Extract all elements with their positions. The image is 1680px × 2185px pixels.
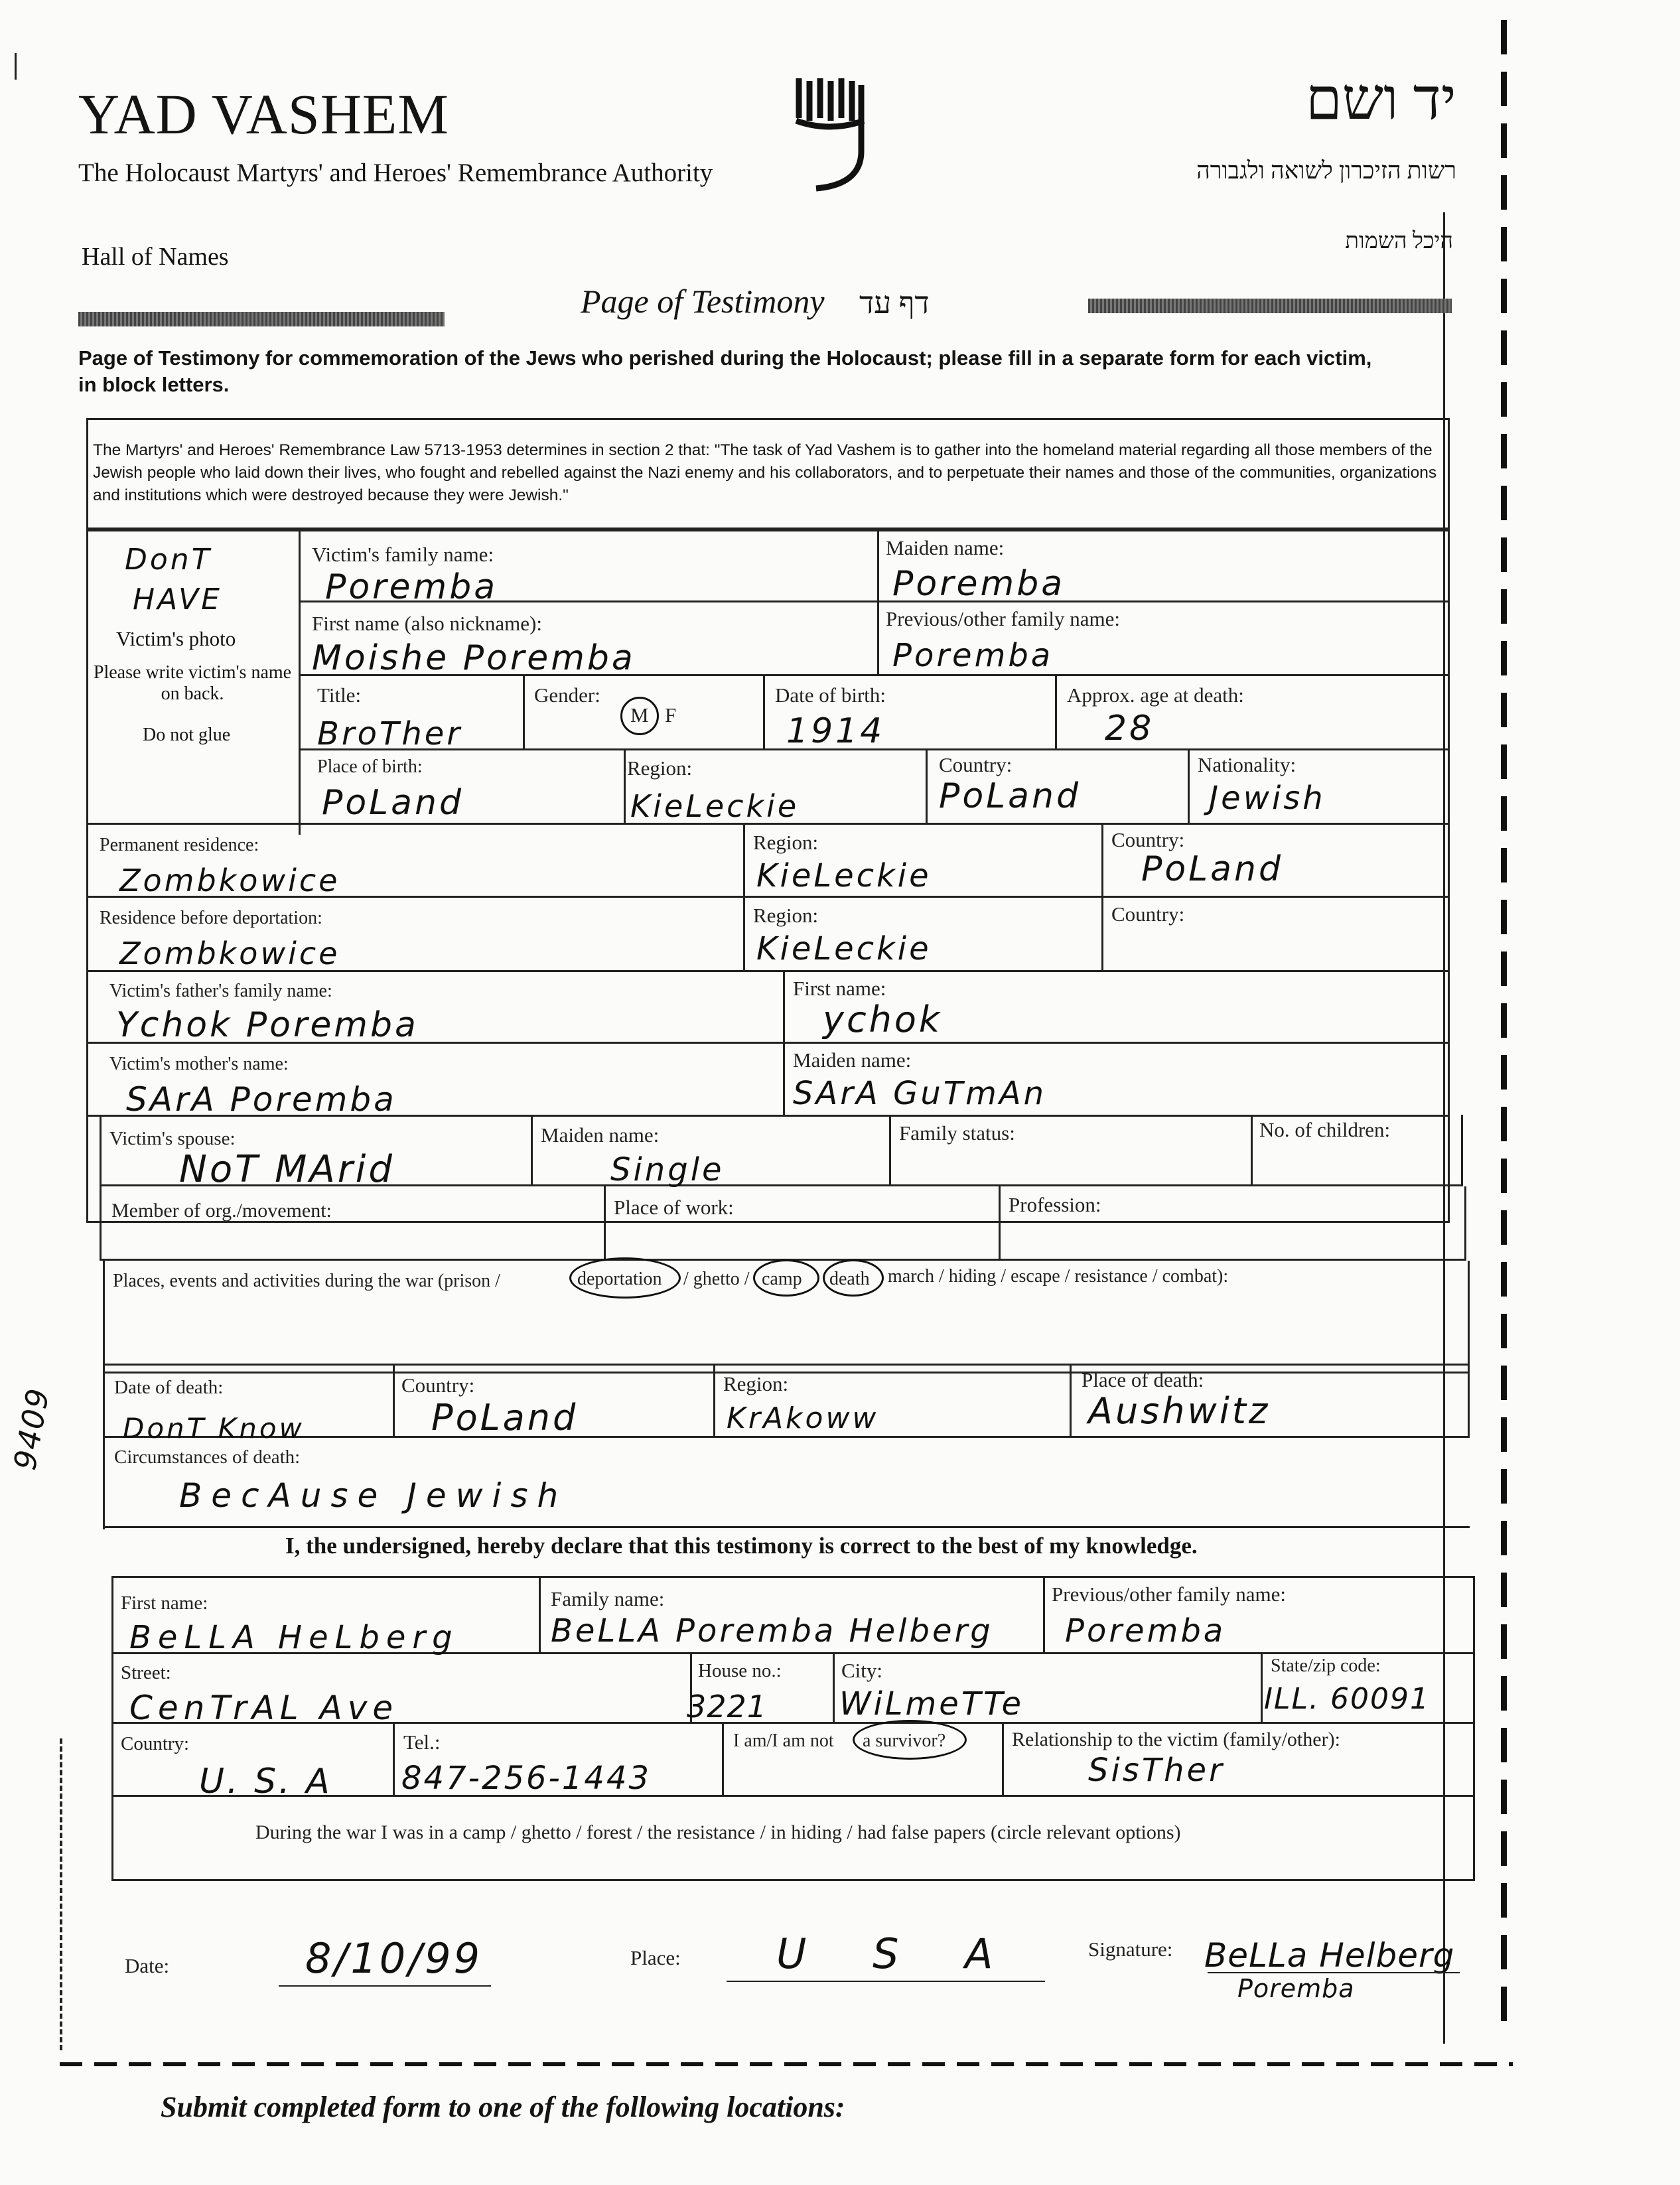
label-family-status: Family status:	[899, 1121, 1015, 1145]
label-first-name: First name (also nickname):	[312, 612, 542, 635]
org-name-he: יד ושם	[1305, 68, 1456, 132]
label-res-before: Residence before deportation:	[100, 908, 322, 928]
label-sub-country: Country:	[121, 1733, 190, 1754]
submitter-city: WiLmeTTe	[839, 1685, 1024, 1723]
victim-birth-country: PoLand	[939, 776, 1081, 816]
label-place-birth: Place of birth:	[317, 756, 423, 777]
victim-first-name: Moishe Poremba	[312, 638, 636, 678]
grid-line	[393, 1364, 395, 1438]
label-city: City:	[841, 1659, 883, 1682]
signature-underline	[1208, 1972, 1460, 1973]
hall-of-names-he: היכל השמות	[1345, 229, 1453, 253]
label-place-death: Place of death:	[1082, 1368, 1204, 1391]
grid-line	[103, 1526, 1470, 1528]
label-house-no: House no.:	[698, 1660, 782, 1681]
grid-line	[877, 529, 879, 674]
grid-line	[999, 1186, 1001, 1261]
menorah-logo	[790, 72, 876, 198]
grid-line	[889, 1115, 891, 1186]
label-father-first: First name:	[793, 977, 886, 1000]
label-spouse: Victim's spouse:	[109, 1128, 236, 1149]
margin-note: 9409	[7, 1384, 56, 1473]
title-bar-right	[1088, 299, 1452, 313]
label-death-country: Country:	[401, 1374, 475, 1397]
grid-line	[1055, 674, 1057, 748]
grid-line	[103, 1438, 105, 1529]
grid-line	[713, 1364, 715, 1438]
label-dob: Date of birth:	[775, 683, 886, 707]
law-text: The Martyrs' and Heroes' Remembrance Law 5713-1953 determines in section 2 that: "The task of Yad Vashem is to gather into the homeland material regarding all those members of the Jewish people who laid down their lives, who fought and rebelled against the Nazi enemy and his collaborators, and to perpetuate their names and those of the communities, organizations and institutions which were destroyed because they were Jewish."	[93, 441, 1437, 504]
label-mother: Victim's mother's name:	[109, 1054, 289, 1074]
victim-spouse: NoT MArid	[179, 1148, 395, 1191]
victim-perm-res: Zombkowice	[119, 863, 340, 898]
submit-instructions: Submit completed form to one of the following locations:	[161, 2091, 845, 2123]
label-survivor: I am/I am not	[733, 1730, 834, 1751]
submitter-tel: 847-256-1443	[401, 1760, 652, 1797]
submitter-relationship: SisTher	[1088, 1752, 1225, 1789]
gender-f: F	[665, 703, 677, 727]
victim-perm-region: KieLeckie	[756, 857, 932, 894]
grid-line	[523, 674, 525, 748]
photo-handwritten-1: DonT	[125, 543, 212, 577]
victim-father-first: ychok	[823, 999, 943, 1040]
date-underline	[279, 1985, 491, 1987]
photo-handwritten-2: HAVE	[133, 583, 222, 616]
left-edge-mark	[60, 1738, 62, 2050]
label-nationality: Nationality:	[1198, 753, 1296, 776]
photo-glue: Do not glue	[143, 725, 231, 745]
footer-signature-2: Poremba	[1237, 1974, 1355, 2003]
form-title: Page of Testimony	[581, 283, 825, 320]
label-sub-prev: Previous/other family name:	[1052, 1583, 1286, 1606]
form-title-he: דף עד	[859, 286, 930, 320]
grid-line	[539, 1576, 541, 1652]
label-age: Approx. age at death:	[1067, 683, 1244, 707]
org-name-en: YAD VASHEM	[78, 82, 449, 146]
label-places-pre: Places, events and activities during the war (prison /	[113, 1271, 500, 1291]
submitter-state-zip: ILL. 60091	[1264, 1682, 1430, 1716]
left-edge-mark	[15, 53, 17, 80]
label-state-zip: State/zip code:	[1271, 1656, 1381, 1676]
victim-prev-family: Poremba	[892, 637, 1054, 674]
victim-title: BroTher	[317, 715, 463, 752]
grid-line	[926, 748, 928, 823]
option-ghetto: / ghetto /	[683, 1269, 750, 1289]
label-street: Street:	[121, 1662, 171, 1683]
submitter-street: CenTrAL Ave	[129, 1689, 399, 1727]
victim-death-region: KrAkoww	[727, 1401, 879, 1435]
victim-birth-region: KieLeckie	[630, 788, 800, 824]
org-subtitle-he: רשות הזיכרון לשואה ולגבורה	[1196, 157, 1456, 184]
victim-place-birth: PoLand	[322, 783, 464, 823]
grid-line	[1070, 1364, 1072, 1438]
label-date-death: Date of death:	[114, 1377, 224, 1398]
victim-family-name: Poremba	[325, 567, 498, 607]
option-death: death	[829, 1269, 870, 1289]
place-underline	[727, 1981, 1045, 1982]
victim-mother-maiden: SArA GuTmAn	[793, 1075, 1047, 1112]
option-survivor: a survivor?	[863, 1730, 946, 1751]
org-subtitle-en: The Holocaust Martyrs' and Heroes' Remembrance Authority	[78, 159, 713, 187]
submitter-house-no: 3221	[687, 1689, 768, 1725]
grid-line	[1101, 823, 1103, 970]
grid-line	[1043, 1576, 1045, 1652]
option-deportation: deportation	[577, 1269, 662, 1289]
victim-dob: 1914	[786, 711, 885, 751]
victim-spouse-maiden: Single	[610, 1151, 725, 1188]
during-war-note: During the war I was in a camp / ghetto / forest / the resistance / in hiding / had false papers (circle relevant options)	[255, 1821, 1181, 1843]
label-family-name: Victim's family name:	[312, 543, 494, 566]
grid-line	[1261, 1652, 1263, 1722]
victim-place-death: Aushwitz	[1088, 1390, 1271, 1432]
submitter-country: U. S. A	[199, 1762, 332, 1801]
label-places-post: march / hiding / escape / resistance / combat):	[888, 1266, 1229, 1287]
label-mother-maiden: Maiden name:	[793, 1048, 912, 1072]
label-title: Title:	[317, 683, 362, 707]
grid-line	[299, 529, 301, 835]
intro-text: Page of Testimony for commemoration of the Jews who perished during the Holocaust; please fill in a separate form for each victim, in block letters.	[78, 346, 1372, 396]
circle-death	[823, 1259, 884, 1297]
victim-perm-country: PoLand	[1141, 849, 1283, 889]
declaration: I, the undersigned, hereby declare that this testimony is correct to the best of my knowledge.	[285, 1533, 1198, 1559]
circle-deportation	[569, 1257, 681, 1299]
victim-father-family: Ychok Poremba	[116, 1005, 419, 1045]
submitter-family-name: BeLLA Poremba Helberg	[551, 1612, 993, 1650]
label-birth-country: Country:	[939, 753, 1013, 776]
grid-line	[531, 1115, 533, 1186]
label-perm-country: Country:	[1111, 828, 1185, 851]
grid-line	[1188, 748, 1190, 823]
photo-note: Please write victim's name on back.	[93, 662, 292, 704]
org-row	[100, 1186, 1466, 1261]
gender-m: M	[630, 703, 649, 727]
label-sub-family: Family name:	[551, 1587, 665, 1610]
grid-line	[722, 1722, 724, 1795]
footer-signature: BeLLa Helberg	[1204, 1936, 1455, 1975]
circle-camp	[753, 1259, 819, 1297]
grid-line	[604, 1186, 606, 1261]
label-signature: Signature:	[1088, 1938, 1173, 1961]
grid-line	[743, 823, 745, 970]
label-perm-region: Region:	[753, 831, 819, 854]
label-tel: Tel.:	[403, 1730, 441, 1754]
grid-line	[1251, 1115, 1253, 1186]
bottom-dashed-edge	[60, 2062, 1513, 2066]
label-spouse-maiden: Maiden name:	[541, 1123, 660, 1147]
label-sub-first: First name:	[121, 1592, 208, 1614]
circle-survivor	[853, 1720, 967, 1760]
victim-death-country: PoLand	[431, 1397, 579, 1439]
grid-line	[783, 970, 785, 1115]
label-place-work: Place of work:	[614, 1196, 734, 1219]
grid-line	[833, 1652, 835, 1722]
label-date: Date:	[125, 1954, 170, 1977]
footer-date: 8/10/99	[305, 1934, 483, 1983]
submitter-first-name: BeLLA HeLberg	[129, 1619, 459, 1656]
victim-res-region: KieLeckie	[756, 930, 932, 967]
label-father: Victim's father's family name:	[109, 981, 332, 1001]
label-res-region: Region:	[753, 904, 819, 927]
hall-of-names: Hall of Names	[82, 243, 229, 271]
label-maiden-name: Maiden name:	[886, 536, 1005, 559]
label-member-org: Member of org./movement:	[111, 1200, 332, 1222]
submitter-prev-family: Poremba	[1065, 1612, 1226, 1650]
victim-age: 28	[1105, 709, 1155, 748]
label-gender: Gender:	[534, 683, 600, 707]
label-birth-region: Region:	[627, 756, 693, 780]
victim-mother-name: SArA Poremba	[126, 1080, 397, 1119]
title-bar-left	[78, 312, 445, 326]
grid-line	[393, 1722, 395, 1795]
option-camp: camp	[762, 1269, 802, 1289]
victim-maiden-name: Poremba	[892, 564, 1066, 604]
label-profession: Profession:	[1009, 1193, 1101, 1216]
label-children: No. of children:	[1259, 1118, 1391, 1141]
right-dashed-edge	[1501, 20, 1507, 2037]
label-res-country: Country:	[1111, 902, 1185, 926]
grid-line	[763, 674, 765, 748]
label-circumstances: Circumstances of death:	[114, 1446, 301, 1468]
label-place: Place:	[630, 1946, 681, 1969]
footer-place: U S A	[776, 1930, 1020, 1978]
victim-nationality: Jewish	[1209, 780, 1326, 817]
label-death-region: Region:	[723, 1372, 789, 1395]
label-relationship: Relationship to the victim (family/other):	[1012, 1728, 1340, 1750]
grid-line	[624, 748, 626, 823]
victim-circumstances: BecAuse Jewish	[179, 1476, 568, 1515]
label-perm-res: Permanent residence:	[100, 835, 259, 855]
victim-res-before: Zombkowice	[119, 936, 340, 971]
grid-line	[1002, 1722, 1004, 1795]
victim-date-death: DonT Know	[123, 1412, 305, 1445]
photo-label: Victim's photo	[116, 627, 236, 650]
label-prev-family: Previous/other family name:	[886, 607, 1120, 630]
